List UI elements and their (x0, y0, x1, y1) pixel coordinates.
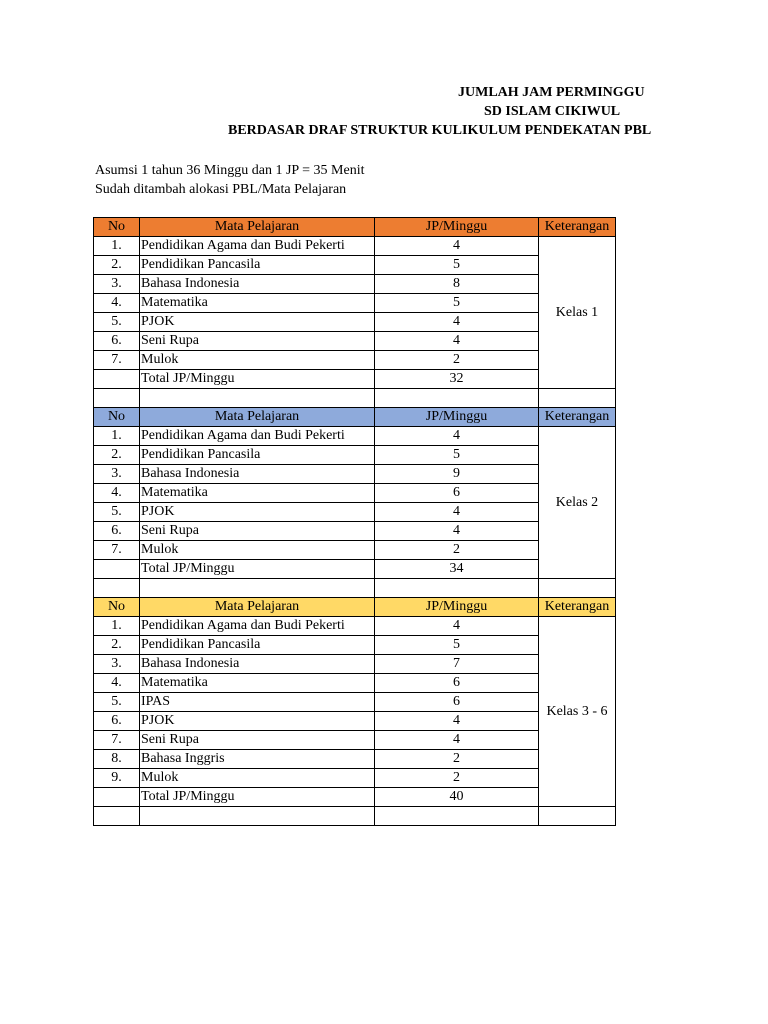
row-subject: Seni Rupa (140, 332, 375, 351)
doc-title-line1: JUMLAH JAM PERMINGGU (458, 85, 645, 100)
column-header-jp: JP/Minggu (375, 598, 539, 617)
table-header-row (94, 218, 616, 237)
blank-cell (375, 807, 539, 826)
row-number: 5. (94, 313, 140, 332)
row-jp: 4 (375, 617, 539, 636)
total-row-empty (94, 370, 140, 389)
blank-row (94, 389, 616, 408)
table-row (94, 617, 616, 636)
row-number: 1. (94, 427, 140, 446)
blank-cell (94, 579, 140, 598)
row-number: 5. (94, 503, 140, 522)
blank-cell (94, 807, 140, 826)
row-number: 6. (94, 522, 140, 541)
row-jp: 2 (375, 541, 539, 560)
row-number: 1. (94, 617, 140, 636)
table-row (94, 731, 616, 750)
row-jp: 5 (375, 446, 539, 465)
row-number: 4. (94, 484, 140, 503)
column-header-keterangan: Keterangan (539, 598, 616, 617)
row-subject: Bahasa Inggris (140, 750, 375, 769)
blank-cell (94, 389, 140, 408)
row-jp: 4 (375, 731, 539, 750)
table-row (94, 541, 616, 560)
row-jp: 4 (375, 237, 539, 256)
blank-row (94, 579, 616, 598)
table-row (94, 674, 616, 693)
table-row (94, 446, 616, 465)
column-header-no: No (94, 598, 140, 617)
blank-row (94, 807, 616, 826)
row-subject: Pendidikan Agama dan Budi Pekerti (140, 427, 375, 446)
row-number: 3. (94, 275, 140, 294)
table-row (94, 313, 616, 332)
table-row (94, 655, 616, 674)
total-label: Total JP/Minggu (140, 370, 375, 389)
row-subject: PJOK (140, 712, 375, 731)
column-header-subject: Mata Pelajaran (140, 408, 375, 427)
blank-cell (539, 579, 616, 598)
column-header-subject: Mata Pelajaran (140, 218, 375, 237)
table-row (94, 275, 616, 294)
row-number: 1. (94, 237, 140, 256)
row-number: 2. (94, 256, 140, 275)
total-row-empty (94, 560, 140, 579)
row-jp: 4 (375, 503, 539, 522)
row-jp: 2 (375, 351, 539, 370)
blank-cell (140, 807, 375, 826)
table-row (94, 351, 616, 370)
blank-cell (539, 807, 616, 826)
blank-cell (375, 579, 539, 598)
row-jp: 4 (375, 427, 539, 446)
row-subject: Pendidikan Agama dan Budi Pekerti (140, 237, 375, 256)
row-jp: 2 (375, 750, 539, 769)
table-row (94, 256, 616, 275)
total-label: Total JP/Minggu (140, 788, 375, 807)
total-value: 34 (375, 560, 539, 579)
table-row (94, 427, 616, 446)
keterangan-cell: Kelas 1 (539, 237, 616, 389)
table-row (94, 503, 616, 522)
column-header-no: No (94, 408, 140, 427)
total-row-empty (94, 788, 140, 807)
blank-cell (140, 579, 375, 598)
row-jp: 8 (375, 275, 539, 294)
row-jp: 2 (375, 769, 539, 788)
row-jp: 9 (375, 465, 539, 484)
keterangan-cell: Kelas 2 (539, 427, 616, 579)
row-number: 9. (94, 769, 140, 788)
row-subject: Seni Rupa (140, 731, 375, 750)
keterangan-cell: Kelas 3 - 6 (539, 617, 616, 807)
blank-cell (375, 389, 539, 408)
row-subject: Bahasa Indonesia (140, 655, 375, 674)
row-number: 4. (94, 294, 140, 313)
row-jp: 4 (375, 313, 539, 332)
row-subject: Pendidikan Pancasila (140, 446, 375, 465)
doc-title-subtitle: BERDASAR DRAF STRUKTUR KULIKULUM PENDEKATAN PBL (228, 123, 652, 138)
row-jp: 4 (375, 332, 539, 351)
row-number: 5. (94, 693, 140, 712)
row-number: 6. (94, 712, 140, 731)
column-header-no: No (94, 218, 140, 237)
table-row (94, 294, 616, 313)
table-row (94, 636, 616, 655)
row-number: 3. (94, 655, 140, 674)
row-subject: Pendidikan Pancasila (140, 256, 375, 275)
note-assumption: Asumsi 1 tahun 36 Minggu dan 1 JP = 35 Menit (95, 163, 365, 178)
column-header-keterangan: Keterangan (539, 218, 616, 237)
row-number: 7. (94, 541, 140, 560)
row-number: 4. (94, 674, 140, 693)
table-row (94, 750, 616, 769)
row-jp: 6 (375, 674, 539, 693)
table-row (94, 465, 616, 484)
table-header-row (94, 408, 616, 427)
blank-cell (140, 389, 375, 408)
row-subject: Matematika (140, 484, 375, 503)
row-number: 2. (94, 636, 140, 655)
row-jp: 4 (375, 522, 539, 541)
row-number: 7. (94, 351, 140, 370)
jp-table (93, 217, 616, 826)
row-number: 7. (94, 731, 140, 750)
row-jp: 5 (375, 294, 539, 313)
blank-cell (539, 389, 616, 408)
row-subject: Seni Rupa (140, 522, 375, 541)
total-row (94, 370, 616, 389)
row-number: 8. (94, 750, 140, 769)
row-jp: 6 (375, 484, 539, 503)
table-row (94, 484, 616, 503)
row-subject: PJOK (140, 503, 375, 522)
row-subject: Mulok (140, 769, 375, 788)
row-subject: Pendidikan Pancasila (140, 636, 375, 655)
column-header-keterangan: Keterangan (539, 408, 616, 427)
table-row (94, 522, 616, 541)
row-subject: Mulok (140, 541, 375, 560)
table-row (94, 693, 616, 712)
jp-table-body (94, 218, 616, 826)
row-subject: Bahasa Indonesia (140, 465, 375, 484)
row-subject: IPAS (140, 693, 375, 712)
row-number: 3. (94, 465, 140, 484)
row-number: 6. (94, 332, 140, 351)
row-subject: Matematika (140, 294, 375, 313)
column-header-subject: Mata Pelajaran (140, 598, 375, 617)
table-row (94, 332, 616, 351)
total-value: 32 (375, 370, 539, 389)
row-jp: 7 (375, 655, 539, 674)
table-header-row (94, 598, 616, 617)
column-header-jp: JP/Minggu (375, 218, 539, 237)
total-row (94, 560, 616, 579)
row-subject: Mulok (140, 351, 375, 370)
row-jp: 6 (375, 693, 539, 712)
row-jp: 5 (375, 256, 539, 275)
row-jp: 5 (375, 636, 539, 655)
row-subject: PJOK (140, 313, 375, 332)
row-number: 2. (94, 446, 140, 465)
doc-title-school: SD ISLAM CIKIWUL (484, 104, 621, 119)
table-row (94, 712, 616, 731)
row-jp: 4 (375, 712, 539, 731)
row-subject: Matematika (140, 674, 375, 693)
total-value: 40 (375, 788, 539, 807)
table-row (94, 769, 616, 788)
row-subject: Bahasa Indonesia (140, 275, 375, 294)
total-label: Total JP/Minggu (140, 560, 375, 579)
total-row (94, 788, 616, 807)
row-subject: Pendidikan Agama dan Budi Pekerti (140, 617, 375, 636)
note-pbl: Sudah ditambah alokasi PBL/Mata Pelajaran (95, 182, 347, 197)
column-header-jp: JP/Minggu (375, 408, 539, 427)
table-row (94, 237, 616, 256)
